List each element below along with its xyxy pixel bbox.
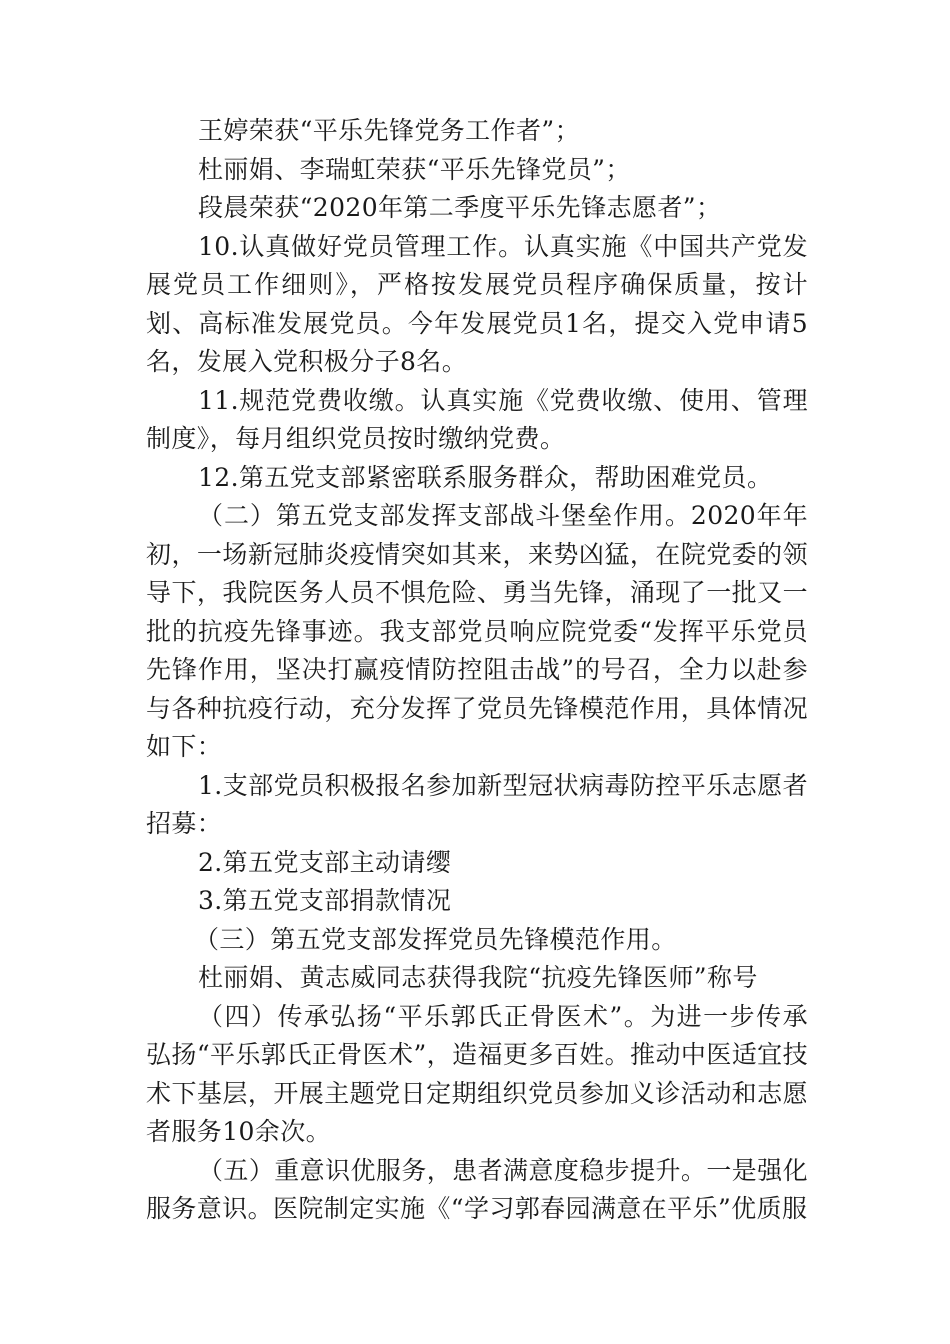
paragraph-award-volunteer: 段晨荣获“2020年第二季度平乐先锋志愿者”；: [198, 193, 722, 222]
paragraph-award-doctors: 杜丽娟、黄志威同志获得我院“抗疫先锋医师”称号: [198, 963, 758, 992]
paragraph-item-10-member-management: 10.认真做好党员管理工作。认真实施《中国共产党发展党员工作细则》，严格按发展党员程序确保质量，按计划、高标准发展党员。今年发展党员1名，提交入党申请5名，发展入党积极分子8名。: [146, 231, 808, 376]
paragraph-sub-2-volunteer-request: 2.第五党支部主动请缨: [198, 847, 452, 877]
paragraph-sub-3-donations: 3.第五党支部捐款情况: [198, 886, 452, 915]
paragraph-award-wangting: 王婷荣获“平乐先锋党务工作者”；: [198, 116, 580, 145]
paragraph-section-2-fortress: （二）第五党支部发挥支部战斗堡垒作用。2020年年初，一场新冠肺炎疫情突如其来，来势凶猛，在院党委的领导下，我院医务人员不惧危险、勇当先锋，涌现了一批又一批的抗疫先锋事迹。我支部党员响应院党委“发挥平乐党员先锋作用，坚决打赢疫情防控阻击战”的号召，全力以赴参与各种抗疫行动，充分发挥了党员先锋模范作用，具体情况如下：: [146, 501, 808, 761]
paragraph-section-4-heritage: （四）传承弘扬“平乐郭氏正骨医术”。为进一步传承弘扬“平乐郭氏正骨医术”，造福更多百姓。推动中医适宜技术下基层，开展主题党日定期组织党员参加义诊活动和志愿者服务10余次。: [146, 1001, 808, 1146]
document-body: [146, 112, 808, 1229]
paragraph-award-party-members: 杜丽娟、李瑞虹荣获“平乐先锋党员”；: [198, 154, 631, 184]
paragraph-item-12-service: 12.第五党支部紧密联系服务群众，帮助困难党员。: [198, 462, 773, 492]
paragraph-section-3-vanguard: （三）第五党支部发挥党员先锋模范作用。: [194, 924, 677, 954]
paragraph-section-5-service: （五）重意识优服务，患者满意度稳步提升。一是强化服务意识。医院制定实施《“学习郭春园满意在平乐”优质服: [146, 1155, 808, 1223]
paragraph-sub-1-volunteers: 1.支部党员积极报名参加新型冠状病毒防控平乐志愿者招募：: [146, 770, 808, 838]
paragraph-item-11-dues: 11.规范党费收缴。认真实施《党费收缴、使用、管理制度》，每月组织党员按时缴纳党费。: [146, 385, 808, 453]
